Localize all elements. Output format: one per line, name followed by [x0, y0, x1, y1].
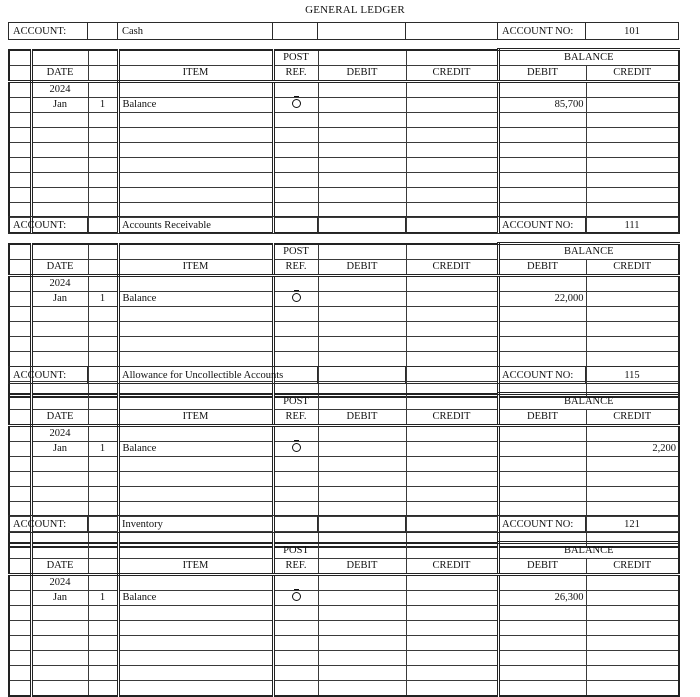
- balance-label: BALANCE: [498, 244, 679, 260]
- balance-debit-header: DEBIT: [498, 66, 586, 82]
- item-header: ITEM: [118, 66, 273, 82]
- account-label: ACCOUNT:: [9, 217, 88, 234]
- account-label: ACCOUNT:: [9, 367, 88, 384]
- balance-credit-cell: [586, 292, 679, 307]
- item-cell: Balance: [118, 98, 273, 113]
- account-label: ACCOUNT:: [9, 516, 88, 533]
- year-cell: 2024: [31, 575, 88, 591]
- ledger-row: [9, 472, 679, 487]
- debit-header: DEBIT: [318, 410, 406, 426]
- account-name: Cash: [118, 23, 273, 40]
- balance-debit-cell: 22,000: [498, 292, 586, 307]
- debit-header: DEBIT: [318, 260, 406, 276]
- debit-header: DEBIT: [318, 559, 406, 575]
- date-header: DATE: [31, 66, 88, 82]
- account-number: 115: [586, 367, 679, 384]
- ledger-row: [9, 188, 679, 203]
- credit-header: CREDIT: [406, 410, 498, 426]
- account-no-label: ACCOUNT NO:: [498, 23, 586, 40]
- year-cell: 2024: [31, 426, 88, 442]
- page-title: GENERAL LEDGER: [305, 4, 405, 16]
- balance-debit-cell: 26,300: [498, 591, 586, 606]
- credit-header: CREDIT: [406, 260, 498, 276]
- ledger-row: [9, 322, 679, 337]
- ledger-row: [9, 442, 679, 457]
- ledger-row: [9, 128, 679, 143]
- month-cell: Jan: [31, 292, 88, 307]
- ledger-row: [9, 621, 679, 636]
- balance-credit-cell: [586, 98, 679, 113]
- day-cell: 1: [88, 442, 118, 457]
- ledger-row: [9, 591, 679, 606]
- ledger-row: [9, 158, 679, 173]
- ledger-row: [9, 426, 679, 442]
- date-header: DATE: [31, 260, 88, 276]
- month-cell: Jan: [31, 591, 88, 606]
- post-label: POST: [273, 394, 318, 410]
- account-header: [8, 216, 679, 234]
- ledger-row: [9, 82, 679, 98]
- balance-debit-header: DEBIT: [498, 260, 586, 276]
- ledger-table: [8, 48, 680, 234]
- ledger-row: [9, 636, 679, 651]
- date-header: DATE: [31, 410, 88, 426]
- balance-credit-header: CREDIT: [586, 559, 679, 575]
- year-cell: 2024: [31, 276, 88, 292]
- account-number: 121: [586, 516, 679, 533]
- item-header: ITEM: [118, 410, 273, 426]
- credit-cell: [406, 98, 498, 113]
- check-circle-icon: [292, 443, 301, 452]
- ledger-row: [9, 606, 679, 621]
- post-label: POST: [273, 543, 318, 559]
- account-name: Inventory: [118, 516, 273, 533]
- credit-header: CREDIT: [406, 66, 498, 82]
- ledger-row: [9, 98, 679, 113]
- ledger-row: [9, 575, 679, 591]
- ledger-row: [9, 651, 679, 666]
- balance-label: BALANCE: [498, 394, 679, 410]
- debit-cell: [318, 591, 406, 606]
- debit-cell: [318, 442, 406, 457]
- day-cell: 1: [88, 98, 118, 113]
- item-header: ITEM: [118, 260, 273, 276]
- check-circle-icon: [292, 293, 301, 302]
- account-label: ACCOUNT:: [9, 23, 88, 40]
- ledger-row: [9, 307, 679, 322]
- balance-credit-cell: 2,200: [586, 442, 679, 457]
- item-cell: Balance: [118, 292, 273, 307]
- ledger-row: [9, 173, 679, 188]
- account-no-label: ACCOUNT NO:: [498, 217, 586, 234]
- account-no-label: ACCOUNT NO:: [498, 516, 586, 533]
- debit-header: DEBIT: [318, 66, 406, 82]
- ref-header: REF.: [273, 410, 318, 426]
- ref-header: REF.: [273, 559, 318, 575]
- date-header: DATE: [31, 559, 88, 575]
- credit-header: CREDIT: [406, 559, 498, 575]
- account-name: Allowance for Uncollectible Accounts: [118, 367, 273, 384]
- balance-credit-header: CREDIT: [586, 66, 679, 82]
- item-cell: Balance: [118, 442, 273, 457]
- balance-credit-header: CREDIT: [586, 260, 679, 276]
- item-cell: Balance: [118, 591, 273, 606]
- ledger-row: [9, 352, 679, 367]
- day-cell: 1: [88, 292, 118, 307]
- ledger-row: [9, 292, 679, 307]
- month-cell: Jan: [31, 442, 88, 457]
- day-cell: 1: [88, 591, 118, 606]
- ledger-row: [9, 113, 679, 128]
- account-header: [8, 366, 679, 384]
- balance-debit-cell: 85,700: [498, 98, 586, 113]
- account-number: 101: [586, 23, 679, 40]
- ledger-row: [9, 681, 679, 697]
- ledger-row: [9, 276, 679, 292]
- balance-debit-header: DEBIT: [498, 559, 586, 575]
- account-name: Accounts Receivable: [118, 217, 273, 234]
- credit-cell: [406, 442, 498, 457]
- item-header: ITEM: [118, 559, 273, 575]
- ledger-row: [9, 487, 679, 502]
- check-circle-icon: [292, 592, 301, 601]
- debit-cell: [318, 98, 406, 113]
- account-header: [8, 22, 679, 40]
- post-label: POST: [273, 50, 318, 66]
- balance-label: BALANCE: [498, 50, 679, 66]
- balance-credit-cell: [586, 591, 679, 606]
- ledger-table: [8, 541, 680, 697]
- credit-cell: [406, 591, 498, 606]
- ledger-row: [9, 143, 679, 158]
- ledger-row: [9, 666, 679, 681]
- ledger-row: [9, 457, 679, 472]
- balance-label: BALANCE: [498, 543, 679, 559]
- credit-cell: [406, 292, 498, 307]
- month-cell: Jan: [31, 98, 88, 113]
- account-header: [8, 515, 679, 533]
- post-label: POST: [273, 244, 318, 260]
- ref-header: REF.: [273, 260, 318, 276]
- year-cell: 2024: [31, 82, 88, 98]
- check-circle-icon: [292, 99, 301, 108]
- account-number: 111: [586, 217, 679, 234]
- balance-debit-cell: [498, 442, 586, 457]
- account-no-label: ACCOUNT NO:: [498, 367, 586, 384]
- ref-header: REF.: [273, 66, 318, 82]
- ledger-row: [9, 337, 679, 352]
- debit-cell: [318, 292, 406, 307]
- balance-credit-header: CREDIT: [586, 410, 679, 426]
- balance-debit-header: DEBIT: [498, 410, 586, 426]
